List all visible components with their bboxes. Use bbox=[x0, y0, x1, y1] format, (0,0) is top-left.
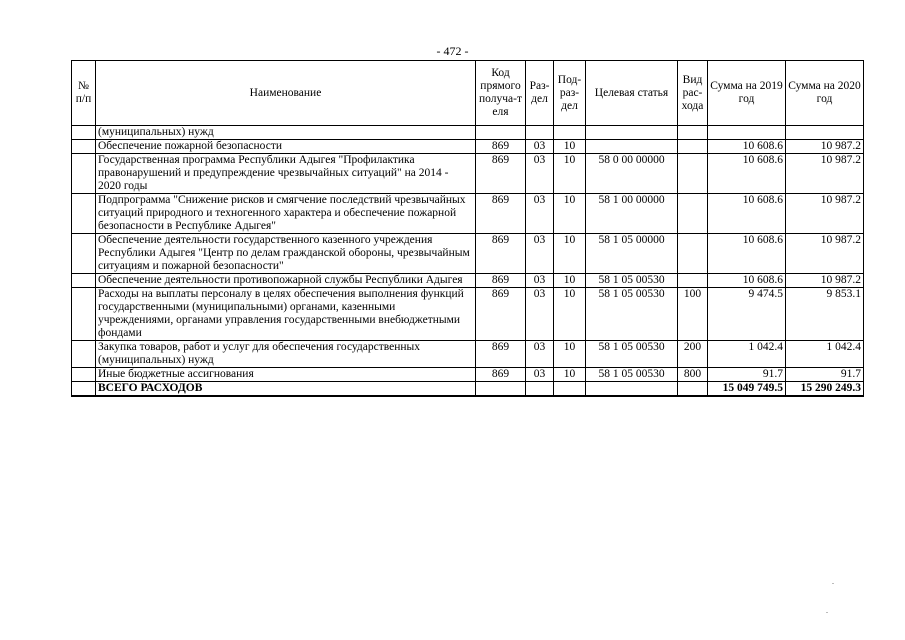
cell-target: 58 1 05 00530 bbox=[586, 274, 678, 288]
cell-subsection bbox=[554, 126, 586, 140]
cell-sum-2019: 10 608.6 bbox=[708, 140, 786, 154]
header-section: Раз- дел bbox=[526, 61, 554, 126]
cell-name: Обеспечение деятельности государственного казенного учреждения Республики Адыгея "Центр по делам гражданской обороны, чрезвычайным ситуациям и пожарной безопасности" bbox=[96, 234, 476, 274]
table-row bbox=[72, 154, 864, 194]
cell-expense-type bbox=[678, 274, 708, 288]
cell-section: 03 bbox=[526, 194, 554, 234]
cell-num bbox=[72, 154, 96, 194]
cell-subsection: 10 bbox=[554, 368, 586, 382]
cell-expense-type bbox=[678, 234, 708, 274]
table-row bbox=[72, 140, 864, 154]
cell-sum-2020: 9 853.1 bbox=[786, 288, 864, 341]
cell-code bbox=[476, 382, 526, 397]
cell-target: 58 1 00 00000 bbox=[586, 194, 678, 234]
cell-section: 03 bbox=[526, 368, 554, 382]
cell-expense-type bbox=[678, 194, 708, 234]
cell-subsection: 10 bbox=[554, 234, 586, 274]
table-row bbox=[72, 194, 864, 234]
cell-sum-2019: 10 608.6 bbox=[708, 234, 786, 274]
cell-num bbox=[72, 288, 96, 341]
cell-num bbox=[72, 382, 96, 397]
cell-code: 869 bbox=[476, 234, 526, 274]
header-code: Код прямого получа-т еля bbox=[476, 61, 526, 126]
cell-target bbox=[586, 140, 678, 154]
cell-sum-2020: 10 987.2 bbox=[786, 274, 864, 288]
cell-sum-2019: 10 608.6 bbox=[708, 274, 786, 288]
cell-code: 869 bbox=[476, 274, 526, 288]
cell-expense-type: 800 bbox=[678, 368, 708, 382]
cell-name: (муниципальных) нужд bbox=[96, 126, 476, 140]
total-label: ВСЕГО РАСХОДОВ bbox=[96, 382, 476, 397]
cell-target: 58 0 00 00000 bbox=[586, 154, 678, 194]
cell-num bbox=[72, 368, 96, 382]
table-row bbox=[72, 288, 864, 341]
cell-subsection: 10 bbox=[554, 140, 586, 154]
cell-code: 869 bbox=[476, 154, 526, 194]
total-row bbox=[72, 382, 864, 397]
cell-target bbox=[586, 382, 678, 397]
cell-sum-2020: 91.7 bbox=[786, 368, 864, 382]
cell-target: 58 1 05 00530 bbox=[586, 368, 678, 382]
header-sum-2020: Сумма на 2020 год bbox=[786, 61, 864, 126]
cell-code: 869 bbox=[476, 368, 526, 382]
cell-section bbox=[526, 126, 554, 140]
table-row bbox=[72, 274, 864, 288]
table-row bbox=[72, 234, 864, 274]
cell-subsection: 10 bbox=[554, 194, 586, 234]
cell-code: 869 bbox=[476, 288, 526, 341]
header-target: Целевая статья bbox=[586, 61, 678, 126]
cell-subsection bbox=[554, 382, 586, 397]
scan-speck bbox=[832, 583, 834, 584]
cell-subsection: 10 bbox=[554, 288, 586, 341]
cell-sum-2020: 1 042.4 bbox=[786, 341, 864, 368]
cell-name: Обеспечение пожарной безопасности bbox=[96, 140, 476, 154]
cell-sum-2019: 91.7 bbox=[708, 368, 786, 382]
cell-section: 03 bbox=[526, 154, 554, 194]
cell-target bbox=[586, 126, 678, 140]
cell-num bbox=[72, 341, 96, 368]
cell-section: 03 bbox=[526, 140, 554, 154]
total-sum-2020: 15 290 249.3 bbox=[786, 382, 864, 397]
cell-section: 03 bbox=[526, 341, 554, 368]
expenditure-table bbox=[71, 60, 864, 397]
cell-subsection: 10 bbox=[554, 154, 586, 194]
cell-sum-2019: 9 474.5 bbox=[708, 288, 786, 341]
cell-code bbox=[476, 126, 526, 140]
cell-sum-2019: 10 608.6 bbox=[708, 194, 786, 234]
cell-sum-2020 bbox=[786, 126, 864, 140]
cell-name: Государственная программа Республики Адыгея "Профилактика правонарушений и предупреждение чрезвычайных ситуаций" на 2014 - 2020 годы bbox=[96, 154, 476, 194]
cell-target: 58 1 05 00530 bbox=[586, 288, 678, 341]
table-row bbox=[72, 126, 864, 140]
cell-subsection: 10 bbox=[554, 274, 586, 288]
cell-expense-type bbox=[678, 140, 708, 154]
cell-section bbox=[526, 382, 554, 397]
cell-subsection: 10 bbox=[554, 341, 586, 368]
cell-section: 03 bbox=[526, 234, 554, 274]
cell-num bbox=[72, 194, 96, 234]
cell-sum-2020: 10 987.2 bbox=[786, 140, 864, 154]
cell-sum-2020: 10 987.2 bbox=[786, 194, 864, 234]
cell-code: 869 bbox=[476, 140, 526, 154]
cell-sum-2020: 10 987.2 bbox=[786, 154, 864, 194]
cell-name: Закупка товаров, работ и услуг для обеспечения государственных (муниципальных) нужд bbox=[96, 341, 476, 368]
table-header-row bbox=[72, 61, 864, 126]
cell-target: 58 1 05 00000 bbox=[586, 234, 678, 274]
header-expense-type: Вид рас- хода bbox=[678, 61, 708, 126]
cell-num bbox=[72, 274, 96, 288]
header-name: Наименование bbox=[96, 61, 476, 126]
cell-sum-2019: 10 608.6 bbox=[708, 154, 786, 194]
cell-expense-type: 100 bbox=[678, 288, 708, 341]
cell-sum-2020: 10 987.2 bbox=[786, 234, 864, 274]
cell-sum-2019 bbox=[708, 126, 786, 140]
page-number: - 472 - bbox=[436, 44, 469, 58]
cell-num bbox=[72, 234, 96, 274]
cell-name: Подпрограмма "Снижение рисков и смягчение последствий чрезвычайных ситуаций природного и техногенного характера и обеспечение пожарной безопасности в Республике Адыгея" bbox=[96, 194, 476, 234]
header-num: № п/п bbox=[72, 61, 96, 126]
cell-expense-type bbox=[678, 382, 708, 397]
cell-section: 03 bbox=[526, 274, 554, 288]
cell-num bbox=[72, 126, 96, 140]
cell-sum-2019: 1 042.4 bbox=[708, 341, 786, 368]
cell-target: 58 1 05 00530 bbox=[586, 341, 678, 368]
scan-speck bbox=[826, 612, 828, 613]
total-sum-2019: 15 049 749.5 bbox=[708, 382, 786, 397]
header-sum-2019: Сумма на 2019 год bbox=[708, 61, 786, 126]
cell-section: 03 bbox=[526, 288, 554, 341]
cell-name: Обеспечение деятельности противопожарной службы Республики Адыгея bbox=[96, 274, 476, 288]
cell-num bbox=[72, 140, 96, 154]
cell-code: 869 bbox=[476, 341, 526, 368]
cell-code: 869 bbox=[476, 194, 526, 234]
table-row bbox=[72, 368, 864, 382]
header-subsection: Под- раз- дел bbox=[554, 61, 586, 126]
cell-expense-type bbox=[678, 154, 708, 194]
cell-name: Иные бюджетные ассигнования bbox=[96, 368, 476, 382]
cell-expense-type bbox=[678, 126, 708, 140]
cell-name: Расходы на выплаты персоналу в целях обеспечения выполнения функций государственными (муниципальными) органами, казенными учреждениями, органами управления государственными внебюджетными фондами bbox=[96, 288, 476, 341]
cell-expense-type: 200 bbox=[678, 341, 708, 368]
table-row bbox=[72, 341, 864, 368]
